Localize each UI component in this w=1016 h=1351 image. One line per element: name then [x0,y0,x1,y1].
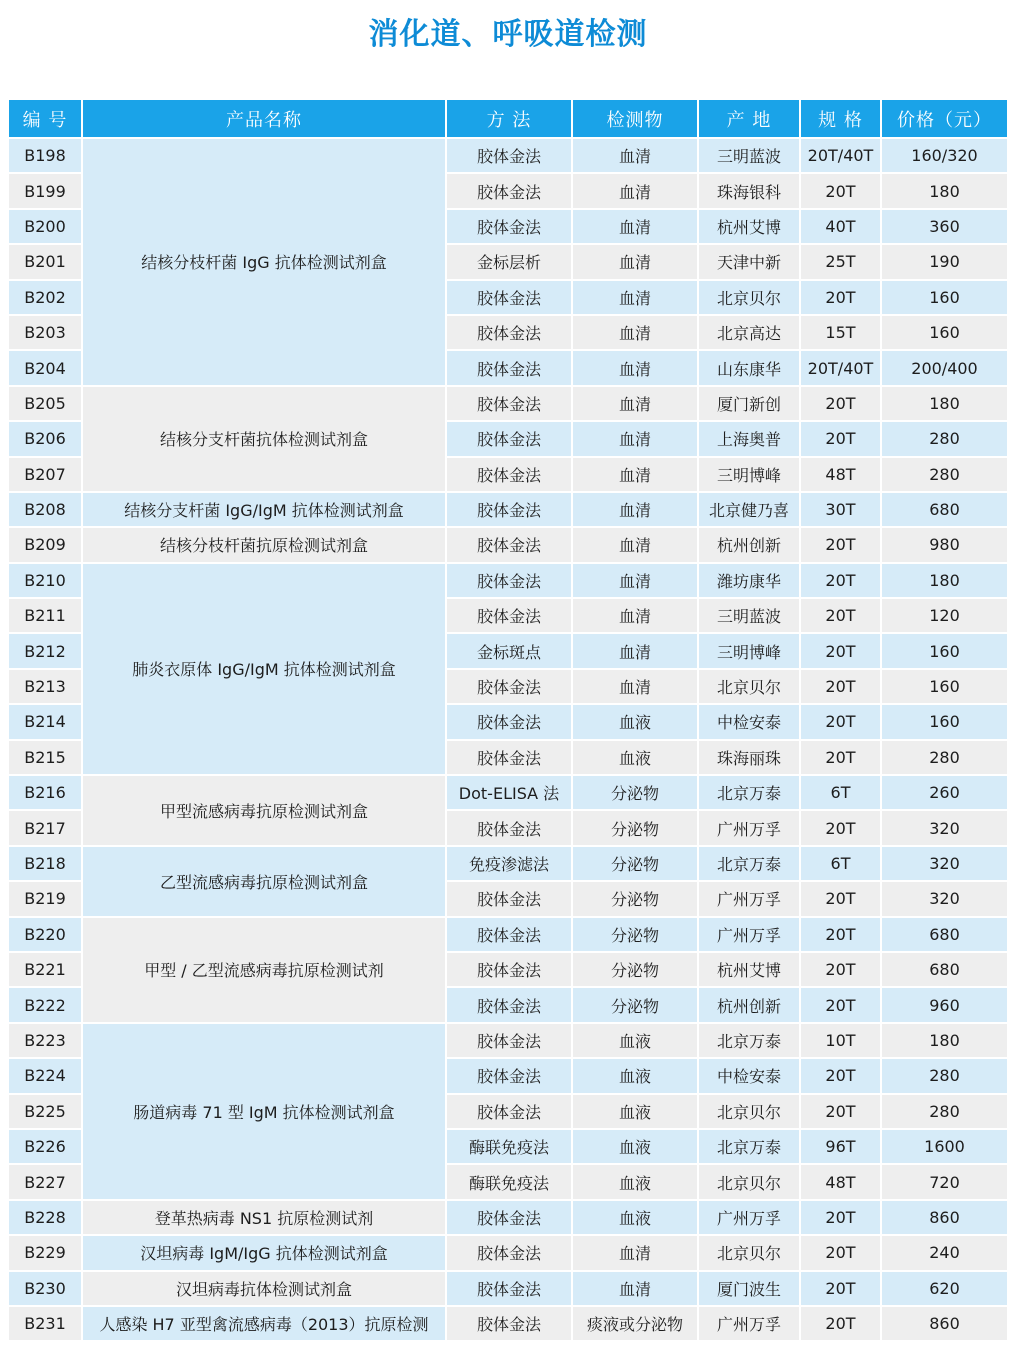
cell-code: B228 [9,1201,81,1234]
cell-spec: 20T [801,705,880,738]
cell-sample: 血清 [573,245,697,278]
cell-product-name: 人感染 H7 亚型禽流感病毒（2013）抗原检测 [83,1307,445,1340]
cell-sample: 血液 [573,1165,697,1198]
cell-method: 胶体金法 [447,174,571,207]
cell-spec: 48T [801,1165,880,1198]
cell-method: 酶联免疫法 [447,1130,571,1163]
cell-price: 190 [882,245,1007,278]
cell-method: 胶体金法 [447,1059,571,1092]
cell-method: 胶体金法 [447,1095,571,1128]
cell-spec: 20T [801,1201,880,1234]
cell-product-name: 肠道病毒 71 型 IgM 抗体检测试剂盒 [83,1024,445,1199]
cell-code: B220 [9,918,81,951]
cell-product-name: 汉坦病毒 IgM/IgG 抗体检测试剂盒 [83,1236,445,1269]
cell-method: 胶体金法 [447,422,571,455]
cell-sample: 血清 [573,139,697,172]
cell-origin: 上海奥普 [699,422,799,455]
cell-code: B225 [9,1095,81,1128]
cell-code: B200 [9,210,81,243]
cell-sample: 血清 [573,528,697,561]
cell-sample: 血清 [573,599,697,632]
cell-spec: 15T [801,316,880,349]
cell-origin: 三明博峰 [699,458,799,491]
cell-product-name: 登革热病毒 NS1 抗原检测试剂 [83,1201,445,1234]
cell-spec: 6T [801,776,880,809]
cell-spec: 20T [801,634,880,667]
cell-code: B199 [9,174,81,207]
cell-spec: 20T [801,882,880,915]
cell-code: B219 [9,882,81,915]
cell-origin: 三明蓝波 [699,139,799,172]
cell-method: 金标斑点 [447,634,571,667]
cell-method: 胶体金法 [447,1307,571,1340]
header-method: 方 法 [447,100,571,137]
cell-sample: 分泌物 [573,918,697,951]
cell-product-name: 结核分支杆菌 IgG/IgM 抗体检测试剂盒 [83,493,445,526]
cell-sample: 血清 [573,634,697,667]
cell-method: 胶体金法 [447,387,571,420]
cell-origin: 广州万孚 [699,1201,799,1234]
cell-method: 胶体金法 [447,988,571,1021]
cell-origin: 北京贝尔 [699,670,799,703]
cell-sample: 血清 [573,458,697,491]
cell-price: 280 [882,458,1007,491]
cell-price: 160 [882,634,1007,667]
cell-origin: 厦门新创 [699,387,799,420]
cell-spec: 20T [801,599,880,632]
cell-spec: 20T [801,1059,880,1092]
cell-sample: 血清 [573,493,697,526]
cell-method: 胶体金法 [447,918,571,951]
cell-code: B214 [9,705,81,738]
cell-price: 320 [882,882,1007,915]
cell-price: 180 [882,564,1007,597]
cell-sample: 血清 [573,564,697,597]
cell-sample: 血液 [573,1130,697,1163]
table-header-row [9,100,1007,137]
table-row [9,1307,1007,1340]
cell-sample: 血清 [573,281,697,314]
cell-sample: 血清 [573,387,697,420]
cell-sample: 分泌物 [573,988,697,1021]
cell-method: 胶体金法 [447,351,571,384]
cell-price: 280 [882,741,1007,774]
cell-price: 360 [882,210,1007,243]
cell-code: B216 [9,776,81,809]
cell-sample: 血清 [573,351,697,384]
cell-method: 胶体金法 [447,741,571,774]
cell-price: 980 [882,528,1007,561]
cell-origin: 广州万孚 [699,811,799,844]
cell-code: B198 [9,139,81,172]
cell-method: 胶体金法 [447,1236,571,1269]
cell-price: 120 [882,599,1007,632]
cell-sample: 分泌物 [573,776,697,809]
cell-sample: 血清 [573,316,697,349]
cell-origin: 珠海丽珠 [699,741,799,774]
cell-code: B203 [9,316,81,349]
cell-spec: 20T [801,670,880,703]
cell-method: 胶体金法 [447,811,571,844]
cell-origin: 北京贝尔 [699,1236,799,1269]
cell-origin: 北京万泰 [699,1024,799,1057]
header-origin: 产 地 [699,100,799,137]
cell-price: 160/320 [882,139,1007,172]
cell-method: 金标层析 [447,245,571,278]
cell-code: B226 [9,1130,81,1163]
cell-code: B213 [9,670,81,703]
cell-origin: 广州万孚 [699,1307,799,1340]
cell-spec: 10T [801,1024,880,1057]
table-row [9,1236,1007,1269]
cell-price: 320 [882,847,1007,880]
cell-code: B230 [9,1272,81,1305]
table-row [9,776,1007,809]
cell-price: 720 [882,1165,1007,1198]
cell-code: B223 [9,1024,81,1057]
cell-product-name: 甲型 / 乙型流感病毒抗原检测试剂 [83,918,445,1022]
cell-code: B208 [9,493,81,526]
cell-origin: 北京贝尔 [699,281,799,314]
cell-product-name: 结核分支杆菌抗体检测试剂盒 [83,387,445,491]
cell-origin: 北京高达 [699,316,799,349]
cell-method: 免疫渗滤法 [447,847,571,880]
cell-spec: 20T [801,1307,880,1340]
cell-price: 160 [882,316,1007,349]
cell-spec: 20T [801,988,880,1021]
cell-sample: 血清 [573,670,697,703]
cell-method: 酶联免疫法 [447,1165,571,1198]
cell-price: 860 [882,1201,1007,1234]
cell-price: 680 [882,918,1007,951]
cell-spec: 20T [801,281,880,314]
cell-method: 胶体金法 [447,528,571,561]
cell-price: 160 [882,705,1007,738]
cell-spec: 48T [801,458,880,491]
product-price-table [7,98,1009,1342]
cell-spec: 20T [801,174,880,207]
cell-price: 280 [882,422,1007,455]
cell-method: 胶体金法 [447,458,571,491]
table-row [9,1024,1007,1057]
cell-code: B205 [9,387,81,420]
cell-origin: 潍坊康华 [699,564,799,597]
table-row [9,139,1007,172]
cell-method: 胶体金法 [447,599,571,632]
cell-code: B231 [9,1307,81,1340]
cell-code: B212 [9,634,81,667]
cell-spec: 20T [801,1236,880,1269]
cell-method: Dot-ELISA 法 [447,776,571,809]
table-row [9,493,1007,526]
cell-price: 180 [882,174,1007,207]
cell-spec: 40T [801,210,880,243]
cell-code: B211 [9,599,81,632]
cell-price: 680 [882,493,1007,526]
cell-sample: 血清 [573,422,697,455]
cell-spec: 20T [801,528,880,561]
cell-origin: 天津中新 [699,245,799,278]
cell-product-name: 乙型流感病毒抗原检测试剂盒 [83,847,445,916]
cell-origin: 山东康华 [699,351,799,384]
cell-price: 620 [882,1272,1007,1305]
cell-origin: 中检安泰 [699,705,799,738]
cell-spec: 20T/40T [801,351,880,384]
cell-origin: 北京贝尔 [699,1165,799,1198]
cell-method: 胶体金法 [447,1024,571,1057]
cell-code: B206 [9,422,81,455]
cell-product-name: 汉坦病毒抗体检测试剂盒 [83,1272,445,1305]
cell-method: 胶体金法 [447,281,571,314]
cell-spec: 20T [801,422,880,455]
cell-product-name: 结核分枝杆菌 IgG 抗体检测试剂盒 [83,139,445,385]
cell-method: 胶体金法 [447,953,571,986]
cell-sample: 分泌物 [573,953,697,986]
cell-spec: 20T [801,953,880,986]
cell-method: 胶体金法 [447,564,571,597]
cell-price: 960 [882,988,1007,1021]
cell-product-name: 结核分枝杆菌抗原检测试剂盒 [83,528,445,561]
cell-sample: 分泌物 [573,847,697,880]
cell-price: 1600 [882,1130,1007,1163]
cell-spec: 20T [801,811,880,844]
cell-code: B209 [9,528,81,561]
cell-origin: 中检安泰 [699,1059,799,1092]
cell-sample: 分泌物 [573,882,697,915]
table-row [9,1201,1007,1234]
cell-sample: 血清 [573,174,697,207]
cell-sample: 血清 [573,1236,697,1269]
page-title: 消化道、呼吸道检测 [368,17,648,52]
table-row [9,564,1007,597]
cell-method: 胶体金法 [447,210,571,243]
cell-spec: 25T [801,245,880,278]
cell-code: B217 [9,811,81,844]
cell-origin: 北京万泰 [699,1130,799,1163]
table-row [9,387,1007,420]
cell-price: 860 [882,1307,1007,1340]
cell-price: 280 [882,1059,1007,1092]
cell-code: B218 [9,847,81,880]
cell-spec: 20T [801,564,880,597]
cell-spec: 30T [801,493,880,526]
cell-sample: 血清 [573,1272,697,1305]
cell-sample: 血液 [573,1095,697,1128]
cell-code: B207 [9,458,81,491]
cell-sample: 分泌物 [573,811,697,844]
cell-origin: 厦门波生 [699,1272,799,1305]
cell-price: 160 [882,281,1007,314]
cell-origin: 广州万孚 [699,918,799,951]
cell-price: 320 [882,811,1007,844]
cell-origin: 杭州艾博 [699,953,799,986]
table-body [9,139,1007,1340]
cell-code: B202 [9,281,81,314]
header-sample: 检测物 [573,100,697,137]
cell-code: B222 [9,988,81,1021]
cell-sample: 血液 [573,1024,697,1057]
cell-price: 680 [882,953,1007,986]
cell-code: B224 [9,1059,81,1092]
cell-method: 胶体金法 [447,1201,571,1234]
table-row [9,1272,1007,1305]
cell-spec: 20T [801,918,880,951]
header-price: 价格（元） [882,100,1007,137]
cell-code: B201 [9,245,81,278]
cell-origin: 珠海银科 [699,174,799,207]
cell-method: 胶体金法 [447,493,571,526]
cell-origin: 北京健乃喜 [699,493,799,526]
cell-spec: 20T/40T [801,139,880,172]
cell-origin: 北京万泰 [699,776,799,809]
cell-sample: 血清 [573,210,697,243]
cell-spec: 6T [801,847,880,880]
cell-code: B229 [9,1236,81,1269]
cell-sample: 血液 [573,1059,697,1092]
cell-method: 胶体金法 [447,1272,571,1305]
cell-method: 胶体金法 [447,882,571,915]
cell-origin: 北京贝尔 [699,1095,799,1128]
cell-code: B215 [9,741,81,774]
cell-price: 180 [882,1024,1007,1057]
cell-origin: 杭州创新 [699,528,799,561]
header-spec: 规 格 [801,100,880,137]
cell-code: B210 [9,564,81,597]
cell-origin: 三明博峰 [699,634,799,667]
table-row [9,528,1007,561]
cell-method: 胶体金法 [447,139,571,172]
cell-origin: 杭州创新 [699,988,799,1021]
cell-price: 280 [882,1095,1007,1128]
cell-price: 180 [882,387,1007,420]
cell-spec: 20T [801,387,880,420]
cell-sample: 痰液或分泌物 [573,1307,697,1340]
cell-origin: 杭州艾博 [699,210,799,243]
cell-sample: 血液 [573,1201,697,1234]
cell-origin: 广州万孚 [699,882,799,915]
header-product-name: 产品名称 [83,100,445,137]
cell-method: 胶体金法 [447,670,571,703]
table-row [9,847,1007,880]
cell-origin: 三明蓝波 [699,599,799,632]
cell-price: 160 [882,670,1007,703]
cell-product-name: 甲型流感病毒抗原检测试剂盒 [83,776,445,845]
cell-price: 260 [882,776,1007,809]
cell-price: 240 [882,1236,1007,1269]
cell-product-name: 肺炎衣原体 IgG/IgM 抗体检测试剂盒 [83,564,445,774]
cell-sample: 血液 [573,705,697,738]
cell-spec: 96T [801,1130,880,1163]
header-code: 编 号 [9,100,81,137]
table-row [9,918,1007,951]
cell-code: B204 [9,351,81,384]
cell-method: 胶体金法 [447,316,571,349]
cell-price: 200/400 [882,351,1007,384]
cell-code: B221 [9,953,81,986]
cell-spec: 20T [801,1272,880,1305]
cell-spec: 20T [801,1095,880,1128]
cell-method: 胶体金法 [447,705,571,738]
cell-sample: 血液 [573,741,697,774]
cell-spec: 20T [801,741,880,774]
cell-code: B227 [9,1165,81,1198]
cell-origin: 北京万泰 [699,847,799,880]
